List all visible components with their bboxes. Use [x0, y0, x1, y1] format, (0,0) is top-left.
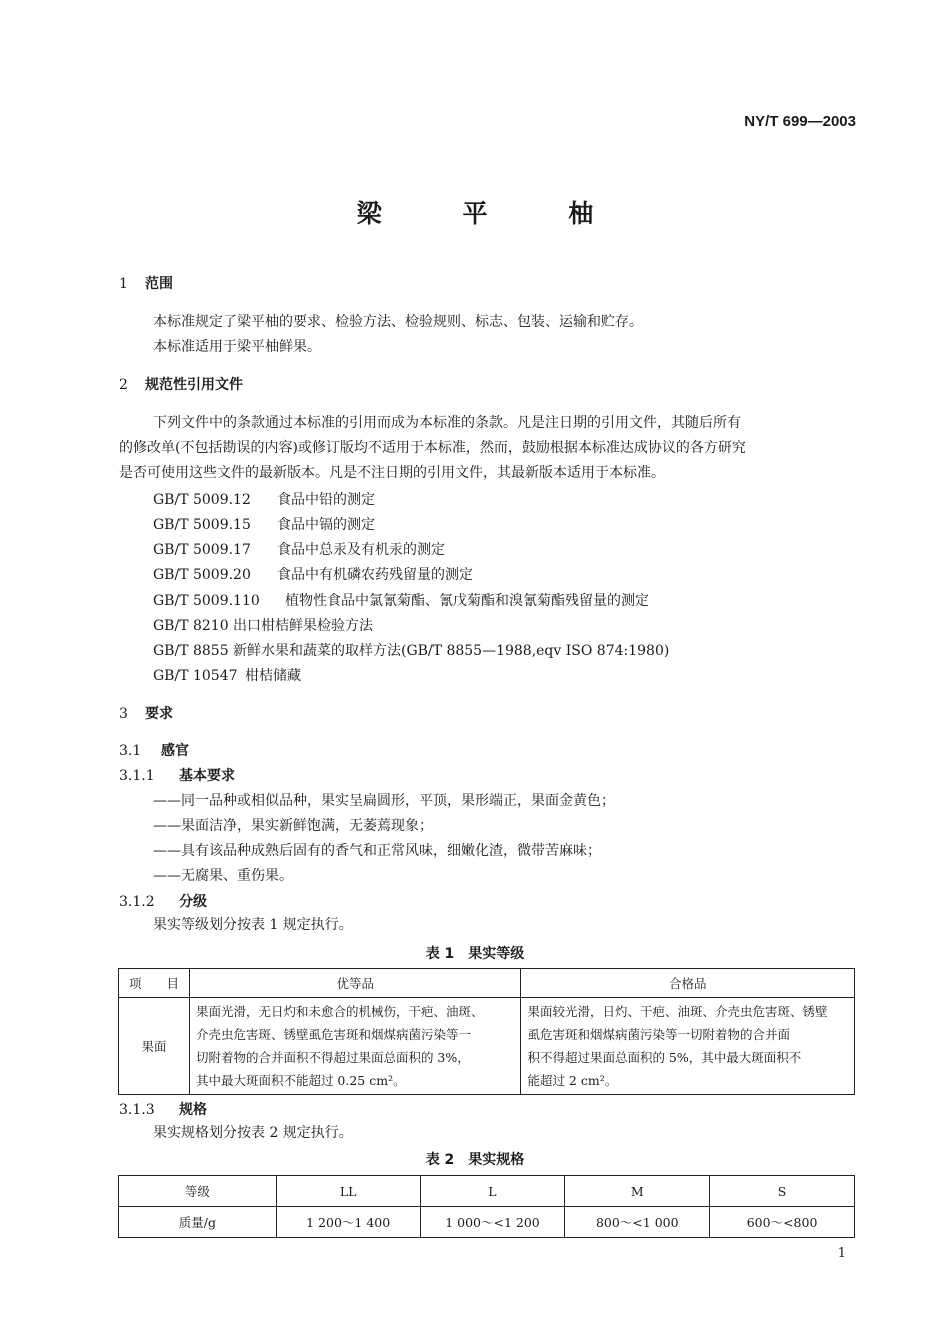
superior-grade-cell: [189, 998, 521, 1095]
reference-item: [153, 489, 375, 509]
scope-paragraph: 本标准适用于梁平柚鲜果。: [153, 339, 321, 355]
requirement-item: ——果面洁净，果实新鲜饱满，无萎蔫现象；: [153, 818, 433, 834]
table-2-caption: 表 2 果实规格: [425, 1152, 525, 1168]
cell-line: 切附着物的合并面积不得超过果面总面积的 3%，: [195, 1050, 470, 1065]
reference-code: GB/T 8855: [153, 643, 229, 659]
section-3-1-2-heading: [119, 891, 207, 911]
table-header-cell: 项 目: [119, 969, 190, 998]
document-title: 梁 平 柚: [356, 199, 630, 228]
cell-line: 其中最大斑面积不能超过 0.25 cm²。: [195, 1073, 406, 1088]
reference-code: GB/T 5009.12: [153, 492, 251, 508]
cell-line: 果面较光滑，日灼、干疤、油斑、介壳虫危害斑、锈壁: [527, 1004, 828, 1019]
spec-text: 果实规格划分按表 2 规定执行。: [153, 1125, 353, 1141]
section-number: 1: [119, 276, 128, 292]
qualified-grade-cell: [521, 998, 855, 1095]
reference-code: GB/T 10547: [153, 668, 238, 684]
cell-line: 积不得超过果面总面积的 5%，其中最大斑面积不: [527, 1050, 802, 1065]
table-header-cell: 等级: [119, 1176, 277, 1207]
reference-title: 食品中铅的测定: [277, 492, 375, 508]
section-3-1-heading: [119, 740, 189, 760]
reference-code: GB/T 5009.15: [153, 517, 251, 533]
section-2-heading: [119, 374, 243, 394]
table-cell: 1 000～<1 200: [420, 1207, 565, 1238]
section-title: 要求: [145, 706, 173, 722]
section-title: 规范性引用文件: [145, 377, 243, 393]
section-title: 基本要求: [179, 768, 235, 784]
reference-title: 食品中有机磷农药残留量的测定: [277, 567, 473, 583]
section-title: 分级: [179, 894, 207, 910]
reference-item: [153, 640, 669, 660]
section-1-heading: [119, 273, 173, 293]
requirement-item: ——具有该品种成熟后固有的香气和正常风味，细嫩化渣，微带苦麻味；: [153, 843, 601, 859]
reference-title: 食品中镉的测定: [277, 517, 375, 533]
section-number: 3.1.2: [119, 894, 155, 910]
section-title: 规格: [179, 1102, 207, 1118]
reference-title: 出口柑桔鲜果检验方法: [233, 618, 373, 634]
reference-title: 植物性食品中氯氰菊酯、氰戊菊酯和溴氰菊酯残留量的测定: [285, 593, 649, 609]
section-3-1-3-heading: [119, 1099, 207, 1119]
reference-code: GB/T 5009.110: [153, 593, 260, 609]
reference-title: 新鲜水果和蔬菜的取样方法(GB/T 8855—1988,eqv ISO 874:1980): [233, 643, 670, 659]
section-3-heading: [119, 703, 173, 723]
table-2-specifications: [118, 1175, 855, 1238]
table-header-cell: 优等品: [189, 969, 521, 998]
reference-item: [153, 615, 373, 635]
section-title: 范围: [145, 276, 173, 292]
reference-title: 柑桔储藏: [245, 668, 301, 684]
reference-item: [153, 564, 473, 584]
table-header-cell: L: [420, 1176, 565, 1207]
scope-paragraph: 本标准规定了梁平柚的要求、检验方法、检验规则、标志、包装、运输和贮存。: [153, 314, 643, 330]
reference-title: 食品中总汞及有机汞的测定: [277, 542, 445, 558]
table-header-cell: 合格品: [521, 969, 855, 998]
table-header-cell: LL: [276, 1176, 420, 1207]
table-cell: 800～<1 000: [565, 1207, 710, 1238]
standard-code: NY/T 699—2003: [744, 113, 856, 130]
cell-line: 介壳虫危害斑、锈壁虱危害斑和烟煤病菌污染等一: [195, 1027, 471, 1042]
table-1-caption: 表 1 果实等级: [425, 946, 525, 962]
reference-item: [153, 665, 301, 685]
reference-item: [153, 539, 445, 559]
section-number: 3.1.1: [119, 768, 155, 784]
section-3-1-1-heading: [119, 765, 235, 785]
reference-code: GB/T 8210: [153, 618, 229, 634]
requirement-item: ——同一品种或相似品种，果实呈扁圆形，平顶，果形端正，果面金黄色；: [153, 793, 615, 809]
section-title: 感官: [161, 743, 189, 759]
cell-line: 果面光滑，无日灼和未愈合的机械伤，干疤、油斑、: [195, 1004, 484, 1019]
requirement-item: ——无腐果、重伤果。: [153, 868, 293, 884]
table-cell: 质量/g: [119, 1207, 277, 1238]
cell-line: 能超过 2 cm²。: [527, 1073, 618, 1088]
reference-code: GB/T 5009.20: [153, 567, 251, 583]
grading-text: 果实等级划分按表 1 规定执行。: [153, 917, 353, 933]
table-cell: 600～<800: [710, 1207, 855, 1238]
references-intro-line: 是否可使用这些文件的最新版本。凡是不注日期的引用文件，其最新版本适用于本标准。: [119, 465, 665, 481]
section-number: 3.1.3: [119, 1102, 155, 1118]
section-number: 3: [119, 706, 128, 722]
cell-line: 虱危害斑和烟煤病菌污染等一切附着物的合并面: [527, 1027, 790, 1042]
references-intro-line: 下列文件中的条款通过本标准的引用而成为本标准的条款。凡是注日期的引用文件，其随后所有: [153, 415, 741, 431]
section-number: 3.1: [119, 743, 142, 759]
reference-code: GB/T 5009.17: [153, 542, 251, 558]
section-number: 2: [119, 377, 128, 393]
table-row-label: 果面: [119, 998, 190, 1095]
reference-item: [153, 590, 649, 610]
table-1-grades: [118, 968, 855, 1095]
table-header-cell: M: [565, 1176, 710, 1207]
reference-item: [153, 514, 375, 534]
page-number: 1: [837, 1246, 846, 1261]
table-header-cell: S: [710, 1176, 855, 1207]
table-cell: 1 200～1 400: [276, 1207, 420, 1238]
references-intro-line: 的修改单(不包括勘误的内容)或修订版均不适用于本标准，然而，鼓励根据本标准达成协议的各方研究: [119, 440, 746, 456]
